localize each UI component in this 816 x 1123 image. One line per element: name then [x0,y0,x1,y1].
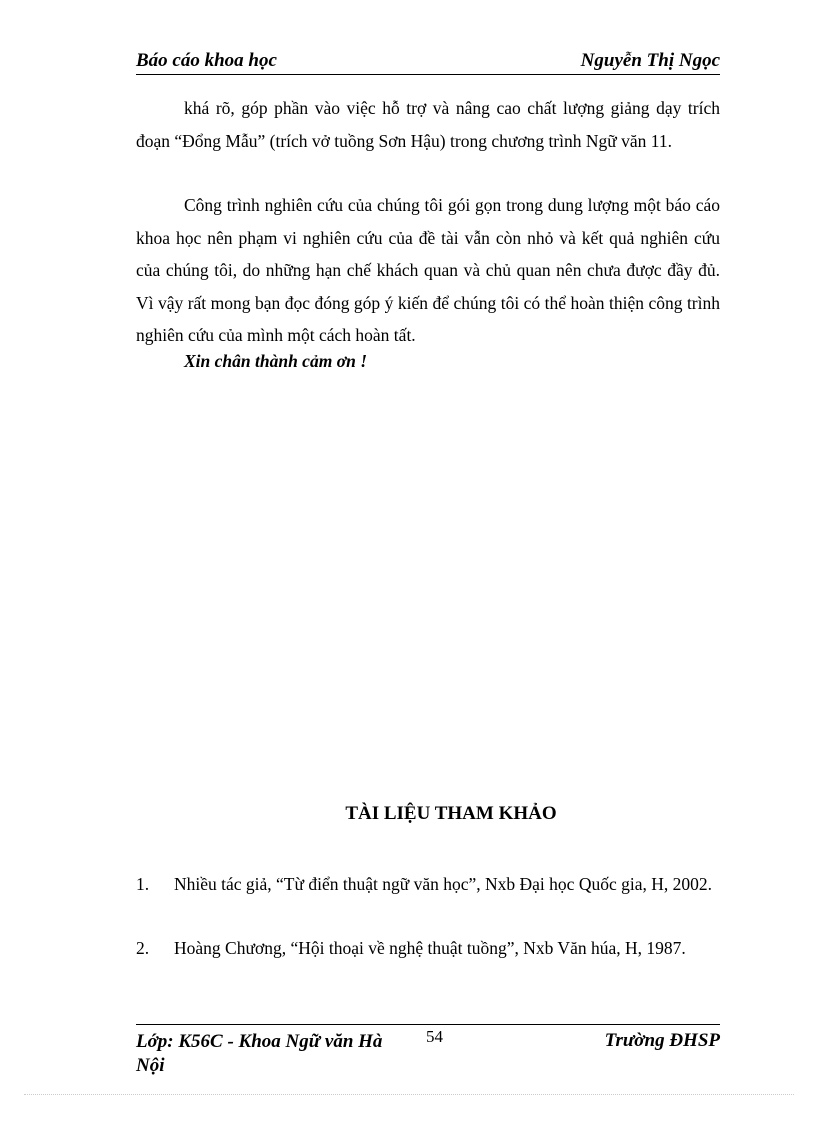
page-edge-divider [24,1094,794,1095]
reference-item [136,868,720,901]
reference-number: 1. [136,874,150,894]
footer-school: Trường ĐHSP [604,1030,720,1051]
reference-item [136,932,720,965]
header-author-name: Nguyễn Thị Ngọc [580,50,720,71]
page-header [136,48,720,75]
reference-text: Hoàng Chương, “Hội thoại về nghệ thuật tuồng”, Nxb Văn húa, H, 1987. [174,938,686,958]
reference-text: Nhiều tác giả, “Từ điển thuật ngữ văn học”, Nxb Đại học Quốc gia, H, 2002. [174,874,712,894]
thanks-line: Xin chân thành cảm ơn ! [184,351,367,371]
page-number: 54 [426,1027,443,1046]
references-heading: TÀI LIỆU THAM KHẢO [345,803,557,824]
body-paragraph: khá rõ, góp phần vào việc hỗ trợ và nâng cao chất lượng giảng dạy trích đoạn “Đổng Mẫu” (trích vở tuồng Sơn Hậu) trong chương trình Ngữ văn 11. [136,98,720,151]
footer-divider [136,1024,720,1025]
body-paragraph: Công trình nghiên cứu của chúng tôi gói gọn trong dung lượng một báo cáo khoa học nên phạm vi nghiên cứu của đề tài vẫn còn nhỏ và kết quả nghiên cứu của chúng tôi, do những hạn chế khách quan và chủ quan nên chưa được đầy đủ. Vì vậy rất mong bạn đọc đóng góp ý kiến để chúng tôi có thể hoàn thiện công trình nghiên cứu của mình một cách hoàn tất. [136,195,720,345]
footer-class-info: Lớp: K56C - Khoa Ngữ văn Hà Nội [136,1031,383,1076]
reference-number: 2. [136,938,150,958]
header-report-title: Báo cáo khoa học [136,50,277,71]
